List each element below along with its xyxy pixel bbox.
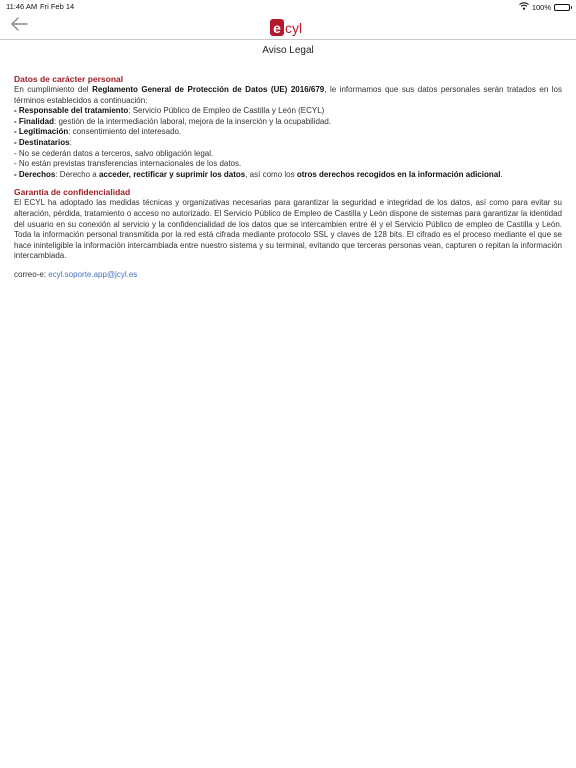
section-gap: [14, 180, 562, 187]
derechos-text-2: , así como los: [245, 169, 297, 179]
email-link[interactable]: ecyl.soporte.app@jcyl.es: [48, 269, 138, 279]
derechos-text-3: .: [500, 169, 503, 179]
responsable-text: : Servicio Público de Empleo de Castilla y León (ECYL): [128, 106, 325, 116]
derechos-bold-2: otros derechos recogidos en la información adicional: [296, 169, 501, 179]
finalidad-label: - Finalidad: [14, 116, 54, 126]
destinatarios-item-2: - No están previstas transferencias internacionales de los datos.: [14, 159, 242, 169]
wifi-icon: [519, 2, 529, 12]
destinatarios-line: [14, 138, 562, 149]
page-title: Aviso Legal: [262, 45, 314, 56]
destinatarios-item-1: - No se cederán datos a terceros, salvo obligación legal.: [14, 148, 214, 158]
intro-regulation: Reglamento General de Protección de Datos (UE) 2016/679: [92, 85, 325, 94]
status-date: Fri Feb 14: [40, 2, 75, 11]
responsable-line: [14, 106, 562, 117]
intro-paragraph: [14, 85, 562, 106]
battery-percent: 100%: [531, 2, 551, 12]
finalidad-text: : gestión de la intermediación laboral, mejora de la inserción y la ocupabilidad.: [54, 116, 332, 126]
contact-line: [14, 270, 562, 281]
back-button[interactable]: [8, 16, 30, 36]
legitimacion-text: : consentimiento del interesado.: [68, 127, 182, 137]
nav-bar: [0, 12, 576, 40]
derechos-text-1: : Derecho a: [55, 169, 99, 179]
section-heading-personal: Datos de carácter personal: [14, 74, 124, 84]
derechos-bold-1: acceder, rectificar y suprimir los datos: [98, 169, 246, 179]
responsable-label: - Responsable del tratamiento: [14, 106, 129, 116]
destinatarios-label: - Destinatarios: [14, 137, 70, 147]
legal-content: [14, 74, 562, 281]
contact-label: correo-e:: [14, 269, 49, 279]
section-heading-confidencialidad: Garantía de confidencialidad: [14, 187, 131, 198]
logo-text: cyl: [285, 20, 303, 36]
finalidad-line: [14, 117, 562, 128]
intro-text-start: En cumplimiento del: [14, 85, 93, 94]
legitimacion-label: - Legitimación: [14, 127, 69, 137]
legitimacion-line: [14, 127, 562, 138]
ecyl-logo: [270, 16, 302, 36]
status-right: [519, 2, 570, 12]
status-time: 11:46 AM: [6, 2, 38, 11]
confidencialidad-paragraph: El ECYL ha adoptado las medidas técnicas y organizativas necesarias para garantizar la seguridad e integridad de los datos, así como para evitar su alteración, pérdida, tratamiento o acceso no autorizado. El Servicio Público de Empleo de Castilla y León dispone de sistemas para garantizar la identidad del usuario en su conexión al servicio y la confidencialidad de los datos que se intercambien entre él y el Servicio Público de empleo de Castilla y León. Toda la información personal transmitida por la red está cifrada mediante protocolo SSL y claves de 128 bits. El cifrado es el proceso mediante el que se hace ininteligible la información intercambiada entre nuestro sistema y su terminal, evitando que terceras personas vean, capturen o repitan la información intercambiada.: [14, 198, 562, 261]
derechos-line: [14, 170, 562, 181]
battery-icon: [554, 4, 570, 11]
logo-mark: e: [270, 19, 284, 36]
arrow-left-icon: [10, 17, 28, 36]
destinatarios-text: :: [69, 137, 72, 147]
status-bar: [0, 0, 576, 12]
intro-text-end: , le informamos que sus datos personales serán tratados en los términos establecidos a continuación:: [14, 85, 562, 105]
derechos-label: - Derechos: [14, 169, 56, 179]
